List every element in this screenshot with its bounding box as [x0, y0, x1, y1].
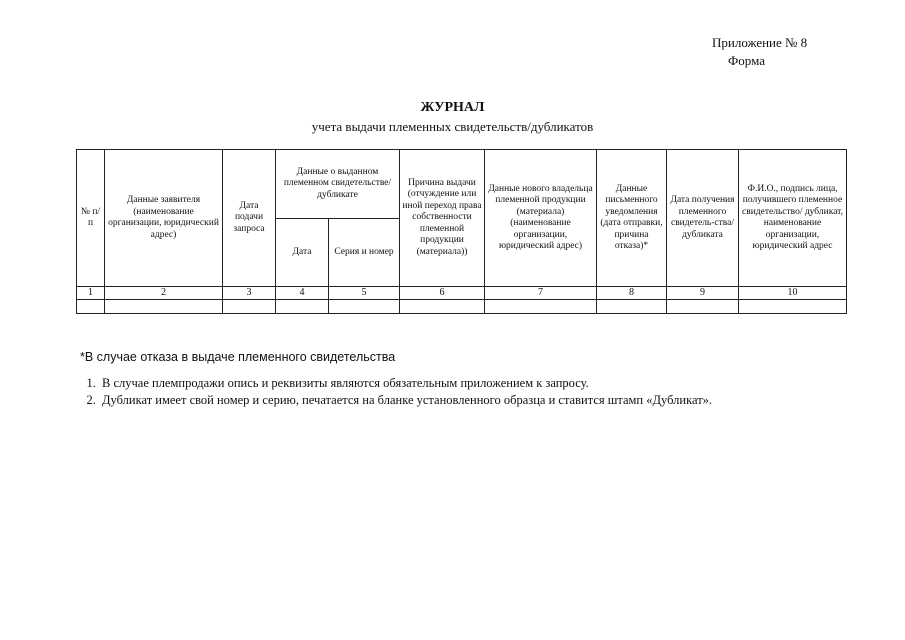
document-subtitle: учета выдачи племенных свидетельств/дубликатов — [311, 119, 594, 134]
header-issued-certificate-group: Данные о выданном племенном свидетельстве/ дубликате — [276, 150, 400, 219]
column-number: 3 — [223, 287, 276, 300]
journal-table — [76, 149, 847, 314]
header-number: № п/п — [77, 150, 105, 287]
footnote: *В случае отказа в выдаче племенного свидетельства — [80, 350, 396, 364]
empty-entry-row — [77, 300, 847, 314]
empty-cell — [485, 300, 597, 314]
empty-cell — [400, 300, 485, 314]
empty-cell — [739, 300, 847, 314]
column-number: 8 — [597, 287, 667, 300]
header-issue-reason: Причина выдачи (отчуждение или иной переход права собственности племенной продукции (материала)) — [400, 150, 485, 287]
empty-cell — [223, 300, 276, 314]
column-number: 6 — [400, 287, 485, 300]
column-number: 10 — [739, 287, 847, 300]
column-number: 9 — [667, 287, 739, 300]
header-series-number: Серия и номер — [329, 219, 400, 287]
document-title: ЖУРНАЛ — [420, 100, 485, 115]
column-number: 4 — [276, 287, 329, 300]
annex-label — [712, 34, 807, 70]
empty-cell — [276, 300, 329, 314]
header-written-notice: Данные письменного уведомления (дата отправки, причина отказа)* — [597, 150, 667, 287]
header-applicant: Данные заявителя (наименование организации, юридический адрес) — [105, 150, 223, 287]
header-recipient: Ф.И.О., подпись лица, получившего племенное свидетельство/ дубликат, наименование организации, юридический адрес — [739, 150, 847, 287]
header-row-1 — [77, 150, 847, 219]
note-item: 2. Дубликат имеет свой номер и серию, печатается на бланке установленного образца и ставится штамп «Дубликат». — [99, 392, 859, 409]
column-number: 7 — [485, 287, 597, 300]
header-issue-date: Дата — [276, 219, 329, 287]
empty-cell — [77, 300, 105, 314]
header-new-owner: Данные нового владельца племенной продукции (материала) (наименование организации, юридический адрес) — [485, 150, 597, 287]
empty-cell — [597, 300, 667, 314]
header-request-date: Дата подачи запроса — [223, 150, 276, 287]
annex-form-word: Форма — [728, 53, 765, 68]
empty-cell — [329, 300, 400, 314]
column-number: 5 — [329, 287, 400, 300]
column-number-row — [77, 287, 847, 300]
column-number: 2 — [105, 287, 223, 300]
empty-cell — [667, 300, 739, 314]
empty-cell — [105, 300, 223, 314]
note-item: 1. В случае племпродажи опись и реквизиты являются обязательным приложением к запросу. — [99, 375, 859, 392]
annex-number: Приложение № 8 — [712, 35, 808, 50]
header-receipt-date: Дата получения племенного свидетель-ства/ дубликата — [667, 150, 739, 287]
column-number: 1 — [77, 287, 105, 300]
notes-list — [79, 375, 859, 409]
